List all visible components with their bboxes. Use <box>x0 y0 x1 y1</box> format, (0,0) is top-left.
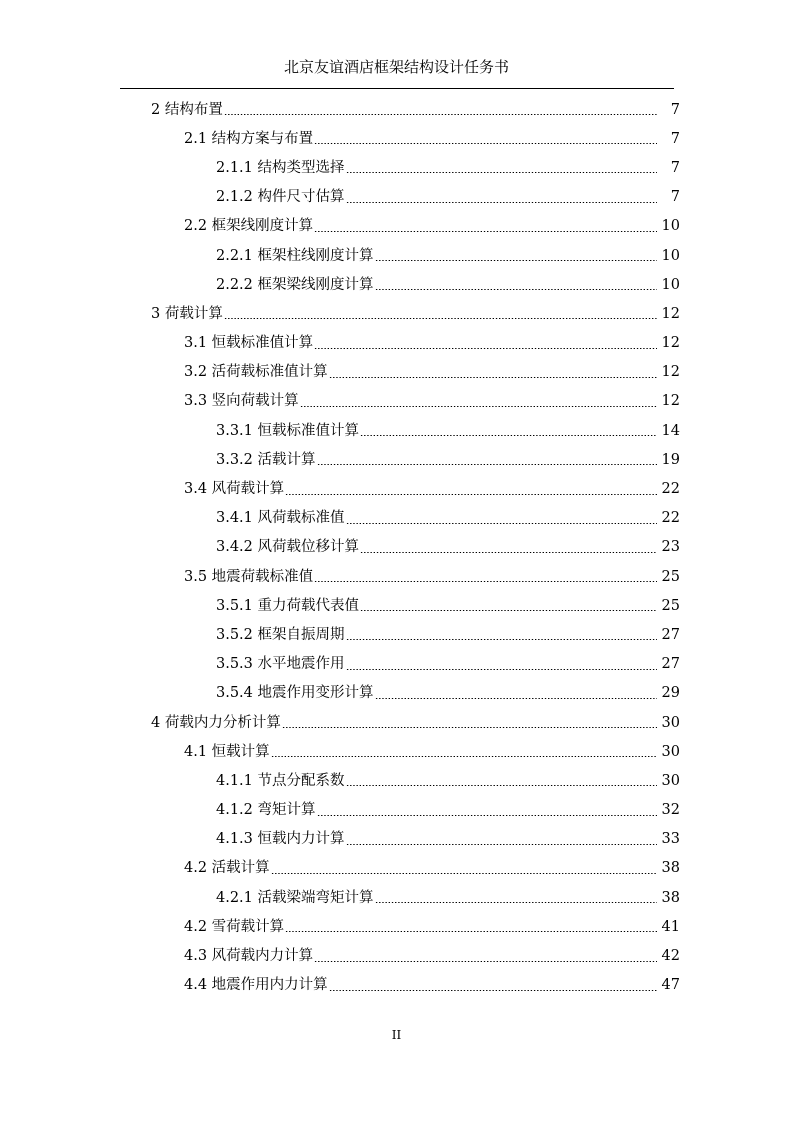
toc-entry-page-number: 23 <box>661 539 680 556</box>
toc-dot-leader <box>285 494 657 495</box>
toc-entry[interactable] <box>0 941 793 970</box>
toc-dot-leader <box>314 231 657 232</box>
toc-entry-page-number: 12 <box>661 305 680 322</box>
toc-entry-page-number: 29 <box>661 685 680 702</box>
toc-entry-page-number: 27 <box>661 626 680 643</box>
toc-dot-leader <box>346 172 657 173</box>
toc-entry-title: 2.2 框架线刚度计算 <box>184 218 314 235</box>
toc-dot-leader <box>346 523 657 524</box>
toc-entry-title: 3.5.2 框架自振周期 <box>216 626 345 643</box>
toc-entry-page-number: 27 <box>661 656 680 673</box>
toc-dot-leader <box>271 756 657 757</box>
toc-entry-title: 2.2.2 框架梁线刚度计算 <box>216 276 374 293</box>
header-divider <box>120 88 674 89</box>
toc-entry[interactable] <box>0 241 793 270</box>
toc-dot-leader <box>285 931 657 932</box>
toc-dot-leader <box>346 639 657 640</box>
toc-entry[interactable] <box>0 124 793 153</box>
toc-dot-leader <box>346 202 657 203</box>
toc-entry-title: 3.4.2 风荷载位移计算 <box>216 539 360 556</box>
toc-entry-page-number: 30 <box>661 772 680 789</box>
table-of-contents <box>0 95 793 1000</box>
toc-dot-leader <box>360 435 657 436</box>
toc-entry-title: 3.5.1 重力荷载代表值 <box>216 597 360 614</box>
toc-entry[interactable] <box>0 183 793 212</box>
toc-entry[interactable] <box>0 533 793 562</box>
toc-entry-page-number: 10 <box>661 218 680 235</box>
toc-entry-title: 4.2.1 活载梁端弯矩计算 <box>216 889 374 906</box>
toc-entry-page-number: 47 <box>661 977 680 994</box>
toc-dot-leader <box>224 114 657 115</box>
toc-entry[interactable] <box>0 883 793 912</box>
toc-entry[interactable] <box>0 562 793 591</box>
toc-entry-title: 4.1 恒载计算 <box>184 743 270 760</box>
toc-entry-title: 4 荷载内力分析计算 <box>151 714 281 731</box>
toc-dot-leader <box>271 873 657 874</box>
toc-entry-page-number: 14 <box>661 422 680 439</box>
toc-dot-leader <box>314 348 657 349</box>
toc-entry[interactable] <box>0 766 793 795</box>
toc-entry-title: 4.4 地震作用内力计算 <box>184 977 328 994</box>
toc-dot-leader <box>314 581 657 582</box>
toc-entry-page-number: 10 <box>661 276 680 293</box>
toc-entry[interactable] <box>0 854 793 883</box>
toc-entry-title: 2.1.2 构件尺寸估算 <box>216 189 345 206</box>
toc-dot-leader <box>317 464 657 465</box>
toc-entry-title: 3.3.1 恒载标准值计算 <box>216 422 360 439</box>
toc-dot-leader <box>329 990 657 991</box>
toc-entry-page-number: 30 <box>661 743 680 760</box>
toc-entry[interactable] <box>0 387 793 416</box>
toc-entry-page-number: 19 <box>661 451 680 468</box>
toc-dot-leader <box>317 815 657 816</box>
toc-entry-page-number: 33 <box>661 831 680 848</box>
toc-entry[interactable] <box>0 445 793 474</box>
toc-dot-leader <box>300 406 657 407</box>
toc-entry[interactable] <box>0 95 793 124</box>
toc-entry-title: 4.1.3 恒载内力计算 <box>216 831 345 848</box>
toc-dot-leader <box>375 698 657 699</box>
toc-entry-page-number: 32 <box>661 802 680 819</box>
toc-entry-title: 3.5.3 水平地震作用 <box>216 656 345 673</box>
toc-entry-page-number: 12 <box>661 335 680 352</box>
toc-entry-title: 4.2 活载计算 <box>184 860 270 877</box>
toc-entry-title: 3.2 活荷载标准值计算 <box>184 364 328 381</box>
toc-entry[interactable] <box>0 650 793 679</box>
toc-entry-page-number: 12 <box>661 393 680 410</box>
toc-entry[interactable] <box>0 212 793 241</box>
toc-entry-page-number: 25 <box>661 568 680 585</box>
toc-dot-leader <box>282 727 657 728</box>
toc-entry-page-number: 22 <box>661 481 680 498</box>
toc-dot-leader <box>375 289 657 290</box>
toc-entry-page-number: 7 <box>670 159 680 176</box>
toc-entry-page-number: 7 <box>670 101 680 118</box>
toc-entry-page-number: 7 <box>670 189 680 206</box>
toc-entry-title: 3.3 竖向荷载计算 <box>184 393 299 410</box>
toc-dot-leader <box>314 961 657 962</box>
toc-entry-title: 3.4.1 风荷载标准值 <box>216 510 345 527</box>
toc-dot-leader <box>329 377 657 378</box>
toc-dot-leader <box>346 785 657 786</box>
toc-entry[interactable] <box>0 270 793 299</box>
toc-entry-page-number: 25 <box>661 597 680 614</box>
toc-entry[interactable] <box>0 591 793 620</box>
toc-entry[interactable] <box>0 416 793 445</box>
footer-page-number: II <box>391 1028 402 1042</box>
toc-entry-title: 2 结构布置 <box>151 101 223 118</box>
toc-entry[interactable] <box>0 299 793 328</box>
toc-entry-title: 2.1.1 结构类型选择 <box>216 159 345 176</box>
toc-entry-page-number: 10 <box>661 247 680 264</box>
running-header-title: 北京友谊酒店框架结构设计任务书 <box>283 58 509 76</box>
toc-entry-title: 2.1 结构方案与布置 <box>184 130 314 147</box>
toc-entry-title: 3.4 风荷载计算 <box>184 481 285 498</box>
toc-dot-leader <box>360 552 657 553</box>
toc-entry-title: 3.5.4 地震作用变形计算 <box>216 685 374 702</box>
toc-entry[interactable] <box>0 796 793 825</box>
toc-dot-leader <box>375 902 657 903</box>
toc-entry-page-number: 38 <box>661 860 680 877</box>
toc-entry-page-number: 30 <box>661 714 680 731</box>
toc-entry-title: 3 荷载计算 <box>151 305 223 322</box>
toc-dot-leader <box>314 143 657 144</box>
toc-entry[interactable] <box>0 971 793 1000</box>
toc-entry-page-number: 12 <box>661 364 680 381</box>
toc-entry-page-number: 22 <box>661 510 680 527</box>
toc-entry[interactable] <box>0 153 793 182</box>
toc-dot-leader <box>346 844 657 845</box>
toc-entry[interactable] <box>0 825 793 854</box>
toc-entry-page-number: 7 <box>670 130 680 147</box>
toc-entry-title: 2.2.1 框架柱线刚度计算 <box>216 247 374 264</box>
toc-entry-title: 4.1.2 弯矩计算 <box>216 802 316 819</box>
toc-entry-page-number: 42 <box>661 948 680 965</box>
toc-dot-leader <box>375 260 657 261</box>
toc-dot-leader <box>224 318 657 319</box>
toc-entry[interactable] <box>0 679 793 708</box>
toc-entry-title: 3.1 恒载标准值计算 <box>184 335 314 352</box>
toc-entry-title: 4.2 雪荷载计算 <box>184 918 285 935</box>
toc-dot-leader <box>360 610 657 611</box>
toc-entry-page-number: 38 <box>661 889 680 906</box>
toc-entry-title: 4.1.1 节点分配系数 <box>216 772 345 789</box>
toc-entry[interactable] <box>0 708 793 737</box>
toc-entry[interactable] <box>0 474 793 503</box>
toc-entry[interactable] <box>0 329 793 358</box>
toc-entry[interactable] <box>0 504 793 533</box>
toc-dot-leader <box>346 669 657 670</box>
toc-entry-title: 4.3 风荷载内力计算 <box>184 948 314 965</box>
toc-entry[interactable] <box>0 620 793 649</box>
toc-entry-page-number: 41 <box>661 918 680 935</box>
toc-entry-title: 3.5 地震荷载标准值 <box>184 568 314 585</box>
toc-entry-title: 3.3.2 活载计算 <box>216 451 316 468</box>
toc-entry[interactable] <box>0 737 793 766</box>
toc-entry[interactable] <box>0 358 793 387</box>
toc-entry[interactable] <box>0 912 793 941</box>
